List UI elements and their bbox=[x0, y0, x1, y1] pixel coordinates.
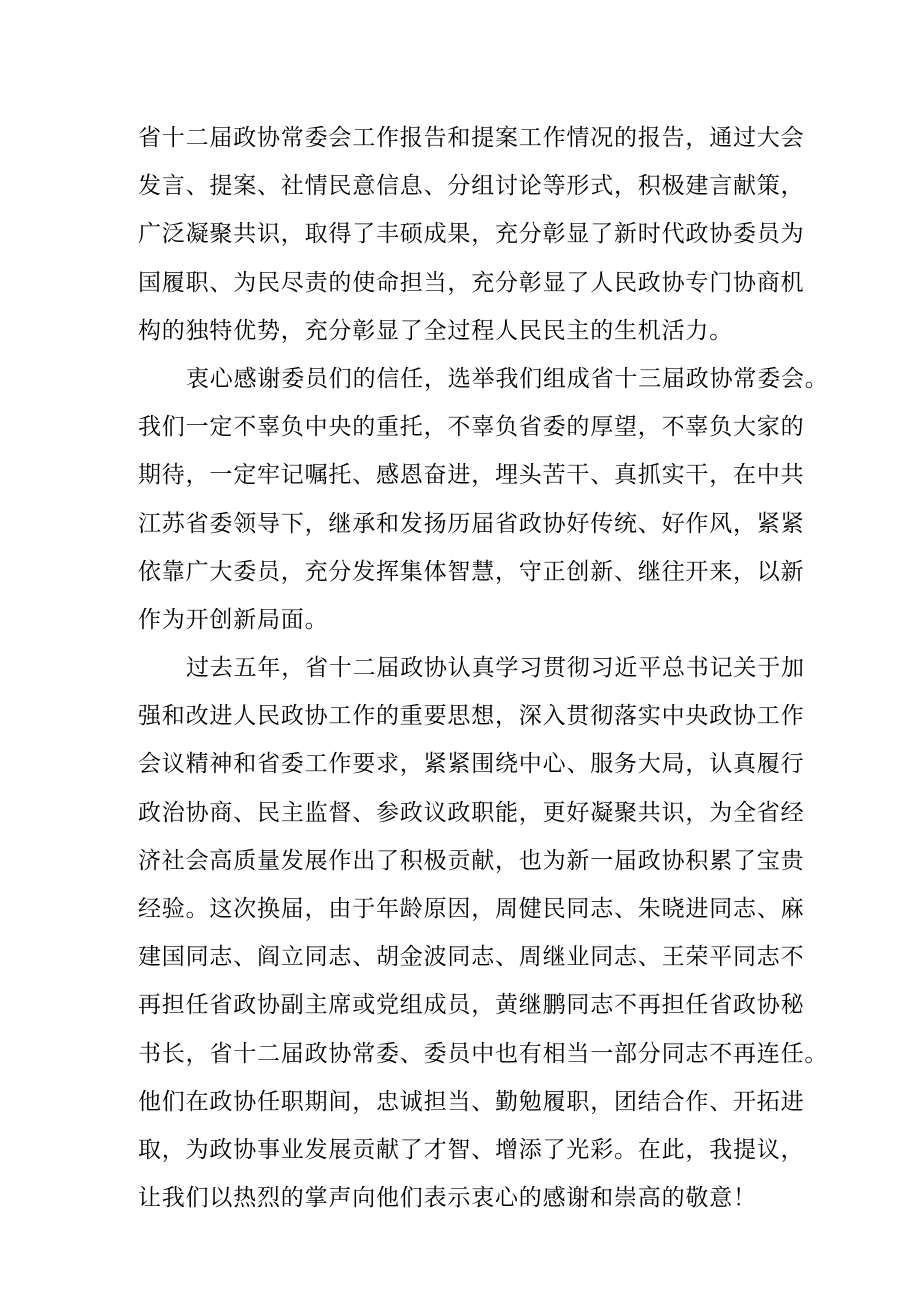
text-line: 江苏省委领导下，继承和发扬历届省政协好传统、好作风，紧紧 bbox=[138, 510, 805, 537]
text-line: 省十二届政协常委会工作报告和提案工作情况的报告，通过大会 bbox=[138, 125, 805, 151]
text-line: 发言、提案、社情民意信息、分组讨论等形式，积极建言献策， bbox=[138, 173, 805, 200]
text-line: 会议精神和省委工作要求，紧紧围绕中心、服务大局，认真履行 bbox=[138, 751, 805, 778]
text-line: 广泛凝聚共识，取得了丰硕成果，充分彰显了新时代政协委员为 bbox=[138, 221, 805, 248]
text-line: 构的独特优势，充分彰显了全过程人民民主的生机活力。 bbox=[138, 317, 733, 344]
text-line: 依靠广大委员，充分发挥集体智慧，守正创新、继往开来，以新 bbox=[138, 558, 805, 585]
text-line: 作为开创新局面。 bbox=[138, 606, 329, 633]
text-line: 强和改进人民政协工作的重要思想，深入贯彻落实中央政协工作 bbox=[138, 703, 805, 730]
text-line: 取，为政协事业发展贡献了才智、增添了光彩。在此，我提议， bbox=[138, 1136, 805, 1163]
text-line: 国履职、为民尽责的使命担当，充分彰显了人民政协专门协商机 bbox=[138, 269, 805, 296]
text-line: 济社会高质量发展作出了积极贡献，也为新一届政协积累了宝贵 bbox=[138, 847, 805, 874]
text-line: 书长，省十二届政协常委、委员中也有相当一部分同志不再连任。 bbox=[138, 1040, 829, 1067]
text-line: 期待，一定牢记嘱托、感恩奋进，埋头苦干、真抓实干，在中共 bbox=[138, 462, 805, 489]
paragraph-start-line: 过去五年，省十二届政协认真学习贯彻习近平总书记关于加 bbox=[186, 655, 805, 682]
body-text bbox=[138, 114, 829, 1222]
text-line: 让我们以热烈的掌声向他们表示衷心的感谢和崇高的敬意！ bbox=[138, 1185, 757, 1212]
text-line: 政治协商、民主监督、参政议政职能，更好凝聚共识，为全省经 bbox=[138, 799, 805, 826]
text-line: 他们在政协任职期间，忠诚担当、勤勉履职，团结合作、开拓进 bbox=[138, 1088, 805, 1115]
paragraph-start-line: 衷心感谢委员们的信任，选举我们组成省十三届政协常委会。 bbox=[186, 365, 829, 392]
text-line: 经验。这次换届，由于年龄原因，周健民同志、朱晓进同志、麻 bbox=[138, 896, 805, 922]
text-line: 再担任省政协副主席或党组成员，黄继鹏同志不再担任省政协秘 bbox=[138, 992, 805, 1019]
text-line: 我们一定不辜负中央的重托，不辜负省委的厚望，不辜负大家的 bbox=[138, 414, 805, 441]
text-line: 建国同志、阎立同志、胡金波同志、周继业同志、王荣平同志不 bbox=[138, 944, 805, 971]
